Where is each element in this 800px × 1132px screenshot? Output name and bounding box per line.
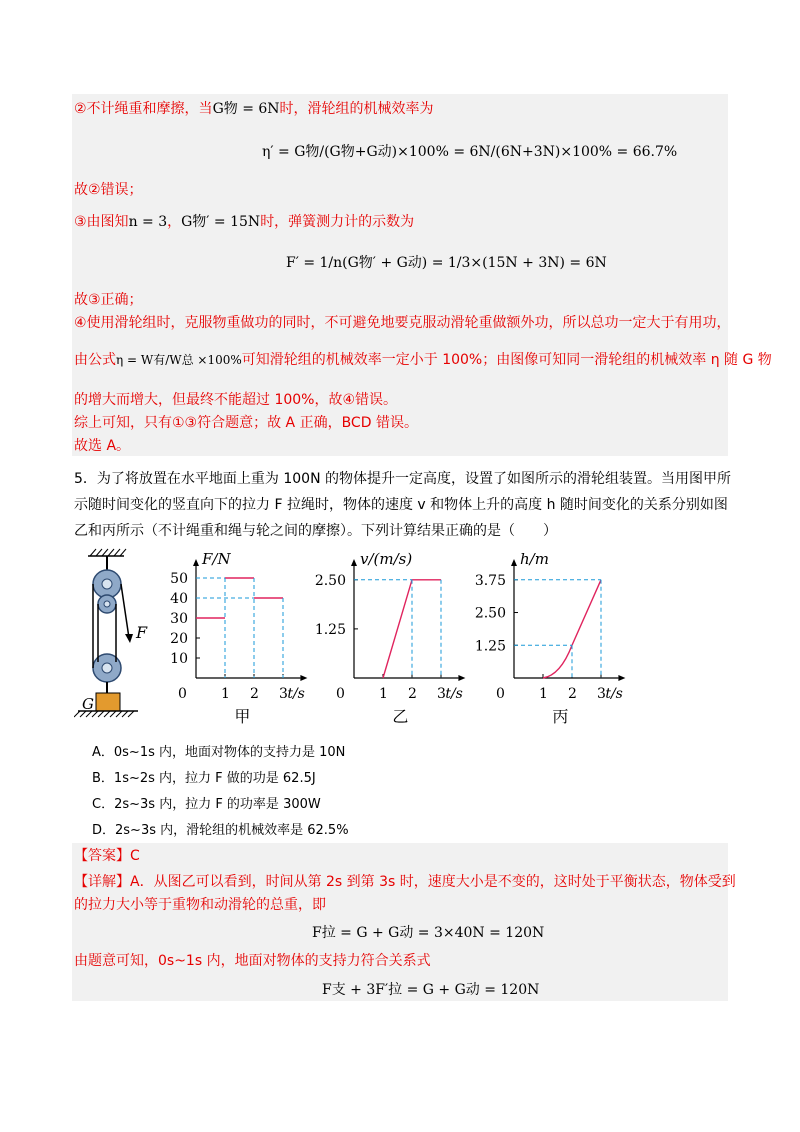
question-line-3: 乙和丙所示（不计绳重和绳与轮之间的摩擦）。下列计算结果正确的是（ ） xyxy=(74,523,557,539)
option-b: B．1s~2s 内，拉力 F 做的功是 62.5J xyxy=(92,771,316,786)
detail-line-2: 的拉力大小等于重物和动滑轮的总重，即 xyxy=(74,897,326,913)
question-line-2: 示随时间变化的竖直向下的拉力 F 拉绳时，物体的速度 v 和物体上升的高度 h 随时间变化的关系分别如图 xyxy=(74,497,728,513)
weight-block xyxy=(96,693,120,711)
text: ③由图知 xyxy=(74,214,129,230)
math-inline: G物 = 6N xyxy=(212,101,280,117)
text: ， xyxy=(167,214,182,230)
detail-line-1: 【详解】A．从图乙可以看到，时间从第 2s 到第 3s 时，速度大小是不变的，这时处于平衡状态，物体受到 xyxy=(74,874,736,890)
answer-label: 【答案】C xyxy=(74,848,140,864)
x-tick-label: 0 xyxy=(178,686,187,702)
x-tick-label: 1 xyxy=(221,686,230,702)
solution-line-1 xyxy=(74,100,434,118)
solution-line-7: 的增大而增大，但最终不能超过 100%，故④错误。 xyxy=(74,392,398,408)
chart-caption: 丙 xyxy=(552,707,569,726)
text: 时，弹簧测力计的示数为 xyxy=(260,214,415,230)
solution-line-4: 故③正确； xyxy=(74,292,143,308)
chart-height xyxy=(475,550,626,726)
y-axis-arrow-icon xyxy=(351,559,357,566)
x-axis-arrow-icon xyxy=(458,675,465,681)
y-tick-label: 2.50 xyxy=(474,605,506,622)
solution-line-8: 综上可知，只有①③符合题意；故 A 正确，BCD 错误。 xyxy=(74,415,418,431)
weight-label: G xyxy=(82,695,94,713)
equation-efficiency: η′ = G物/(G物+G动)×100% = 6N/(6N+3N)×100% = 66.7% xyxy=(262,144,678,160)
chart-caption: 甲 xyxy=(234,707,251,726)
x-axis-arrow-icon xyxy=(300,675,307,681)
equation-support-force: F支 + 3F′拉 = G + G动 = 120N xyxy=(322,982,540,998)
y-tick-label: 2.50 xyxy=(314,572,346,589)
x-tick-label: 0 xyxy=(496,686,505,702)
detail-line-3: 由题意可知，0s~1s 内，地面对物体的支持力符合关系式 xyxy=(74,953,431,969)
x-axis-arrow-icon xyxy=(618,675,625,681)
series-line xyxy=(543,580,601,678)
x-axis-label: t/s xyxy=(445,686,463,702)
y-axis-arrow-icon xyxy=(511,559,517,566)
math-inline: η = W有/W总 ×100% xyxy=(116,353,242,367)
chart-force xyxy=(170,550,307,726)
x-tick-label: 0 xyxy=(336,686,345,702)
x-axis-label: t/s xyxy=(605,686,623,702)
arrow-down-icon xyxy=(125,634,133,643)
y-tick-label: 1.25 xyxy=(314,621,346,638)
option-c: C．2s~3s 内，拉力 F 的功率是 300W xyxy=(92,797,321,812)
x-tick-label: 2 xyxy=(250,686,259,702)
y-axis-label: h/m xyxy=(520,550,549,568)
x-tick-label: 3 xyxy=(437,686,446,702)
text: 时，滑轮组的机械效率为 xyxy=(279,101,434,117)
y-tick-label: 40 xyxy=(170,591,188,607)
equation-spring-reading: F′ = 1/n(G物′ + G动) = 1/3×(15N + 3N) = 6N xyxy=(286,255,607,271)
force-label: F xyxy=(136,623,148,642)
question-line-1: 5．为了将放置在水平地面上重为 100N 的物体提升一定高度，设置了如图所示的滑轮组装置。当用图甲所 xyxy=(74,471,731,487)
y-tick-label: 30 xyxy=(170,611,188,627)
y-axis-label: F/N xyxy=(202,550,231,568)
x-tick-label: 1 xyxy=(379,686,388,702)
text: 可知滑轮组的机械效率一定小于 100%；由图像可知同一滑轮组的机械效率 η 随 G 物 xyxy=(241,352,772,368)
option-a: A．0s~1s 内，地面对物体的支持力是 10N xyxy=(92,745,346,760)
y-axis-label: v/(m/s) xyxy=(360,550,413,568)
chart-caption: 乙 xyxy=(392,707,409,726)
x-tick-label: 3 xyxy=(279,686,288,702)
y-axis-arrow-icon xyxy=(193,559,199,566)
solution-line-9: 故选 A。 xyxy=(74,438,131,454)
y-tick-label: 3.75 xyxy=(474,572,506,589)
equation-pull-force: F拉 = G + G动 = 3×40N = 120N xyxy=(312,925,545,941)
y-tick-label: 20 xyxy=(170,631,188,647)
x-axis-label: t/s xyxy=(287,686,305,702)
chart-velocity xyxy=(315,550,466,726)
x-tick-label: 3 xyxy=(597,686,606,702)
y-tick-label: 1.25 xyxy=(474,638,506,655)
option-d: D．2s~3s 内，滑轮组的机械效率是 62.5% xyxy=(92,823,349,838)
solution-line-3 xyxy=(74,213,414,231)
y-tick-label: 50 xyxy=(170,571,188,587)
text: 由公式 xyxy=(74,352,116,368)
pulley-system xyxy=(74,549,148,717)
solution-line-6 xyxy=(74,351,772,369)
y-tick-label: 10 xyxy=(170,651,188,667)
solution-line-5: ④使用滑轮组时，克服物重做功的同时，不可避免地要克服动滑轮重做额外功，所以总功一定大于有用功， xyxy=(74,315,731,331)
math-inline: n = 3 xyxy=(128,214,168,230)
text: ②不计绳重和摩擦，当 xyxy=(74,101,213,117)
x-tick-label: 2 xyxy=(408,686,417,702)
math-inline: G物′ = 15N xyxy=(181,214,261,230)
question-figure xyxy=(74,546,634,731)
x-tick-label: 2 xyxy=(568,686,577,702)
x-tick-label: 1 xyxy=(539,686,548,702)
solution-line-2: 故②错误； xyxy=(74,182,143,198)
